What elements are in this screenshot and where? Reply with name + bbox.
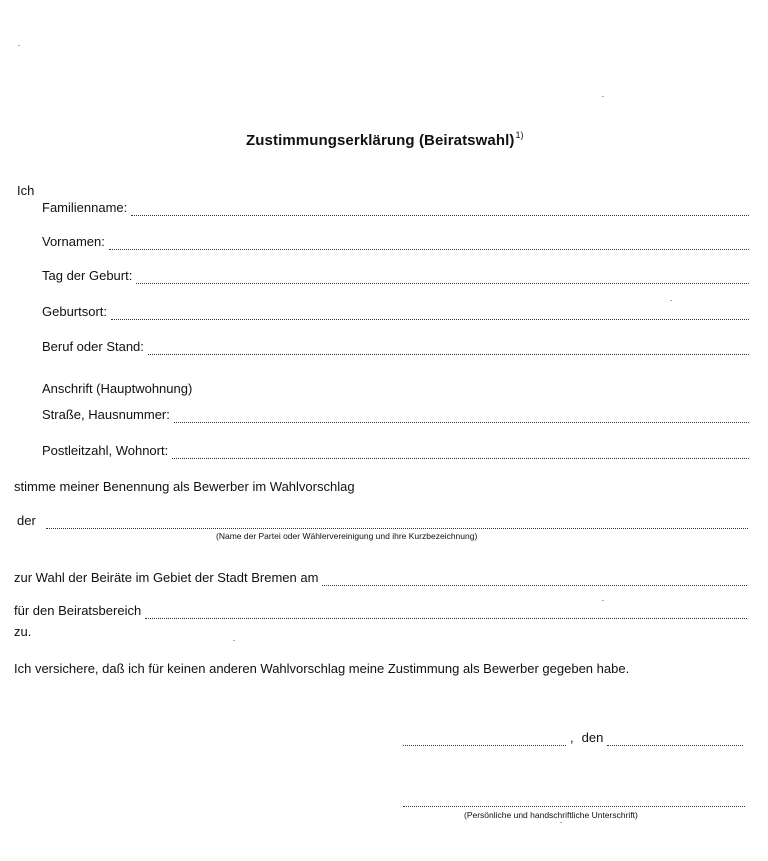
consent-line: stimme meiner Benennung als Bewerber im Wahlvorschlag xyxy=(14,479,355,494)
intro-text: Ich xyxy=(17,183,35,198)
assurance-text: Ich versichere, daß ich für keinen anderen Wahlvorschlag meine Zustimmung als Bewerber gegeben habe. xyxy=(14,661,630,676)
election-label: zur Wahl der Beiräte im Gebiet der Stadt Bremen am xyxy=(14,570,319,585)
field-postleitzahl-wohnort-line[interactable] xyxy=(172,447,749,459)
field-postleitzahl-wohnort-label: Postleitzahl, Wohnort: xyxy=(42,443,169,458)
place-date-separator: , xyxy=(570,730,574,745)
title-footnote: 1) xyxy=(515,130,524,140)
form-title xyxy=(246,130,524,149)
field-familienname[interactable] xyxy=(42,200,749,216)
field-strasse-label: Straße, Hausnummer: xyxy=(42,407,170,422)
field-partei-line[interactable] xyxy=(46,517,748,529)
field-vornamen-label: Vornamen: xyxy=(42,234,105,249)
field-strasse-line[interactable] xyxy=(174,411,749,423)
field-wahltag-line[interactable] xyxy=(322,574,747,586)
field-partei[interactable] xyxy=(17,513,748,529)
der-label: der xyxy=(17,513,36,528)
field-beruf-label: Beruf oder Stand: xyxy=(42,339,144,354)
field-vornamen[interactable] xyxy=(42,234,749,250)
field-vornamen-line[interactable] xyxy=(109,238,749,250)
district-label: für den Beiratsbereich xyxy=(14,603,142,618)
form-title-text: Zustimmungserklärung (Beiratswahl) xyxy=(246,132,515,149)
field-beiratsbereich[interactable] xyxy=(14,603,747,619)
scan-speck xyxy=(670,300,672,301)
scan-speck xyxy=(602,600,604,601)
scan-speck xyxy=(233,640,235,641)
field-beiratsbereich-line[interactable] xyxy=(145,607,747,619)
scan-speck xyxy=(18,45,20,46)
partei-hint: (Name der Partei oder Wählervereinigung und ihre Kurzbezeichnung) xyxy=(216,531,478,541)
place-line[interactable] xyxy=(403,734,566,746)
field-strasse[interactable] xyxy=(42,407,749,423)
date-line[interactable] xyxy=(607,734,743,746)
signature-line[interactable] xyxy=(403,795,745,807)
place-date-row xyxy=(403,730,743,746)
field-tag-der-geburt[interactable] xyxy=(42,268,749,284)
scan-speck xyxy=(560,822,562,823)
scan-speck xyxy=(602,96,604,97)
field-tag-der-geburt-label: Tag der Geburt: xyxy=(42,268,133,283)
field-familienname-line[interactable] xyxy=(131,204,749,216)
field-geburtsort[interactable] xyxy=(42,304,749,320)
address-heading: Anschrift (Hauptwohnung) xyxy=(42,381,193,396)
den-label: den xyxy=(581,730,604,745)
field-familienname-label: Familienname: xyxy=(42,200,128,215)
field-beruf-line[interactable] xyxy=(148,343,749,355)
zu-label: zu. xyxy=(14,624,32,639)
field-geburtsort-label: Geburtsort: xyxy=(42,304,108,319)
field-postleitzahl-wohnort[interactable] xyxy=(42,443,749,459)
field-beruf[interactable] xyxy=(42,339,749,355)
field-wahltag[interactable] xyxy=(14,570,747,586)
field-tag-der-geburt-line[interactable] xyxy=(136,272,749,284)
signature-hint: (Persönliche und handschriftliche Unterschrift) xyxy=(464,810,638,820)
field-geburtsort-line[interactable] xyxy=(111,308,749,320)
